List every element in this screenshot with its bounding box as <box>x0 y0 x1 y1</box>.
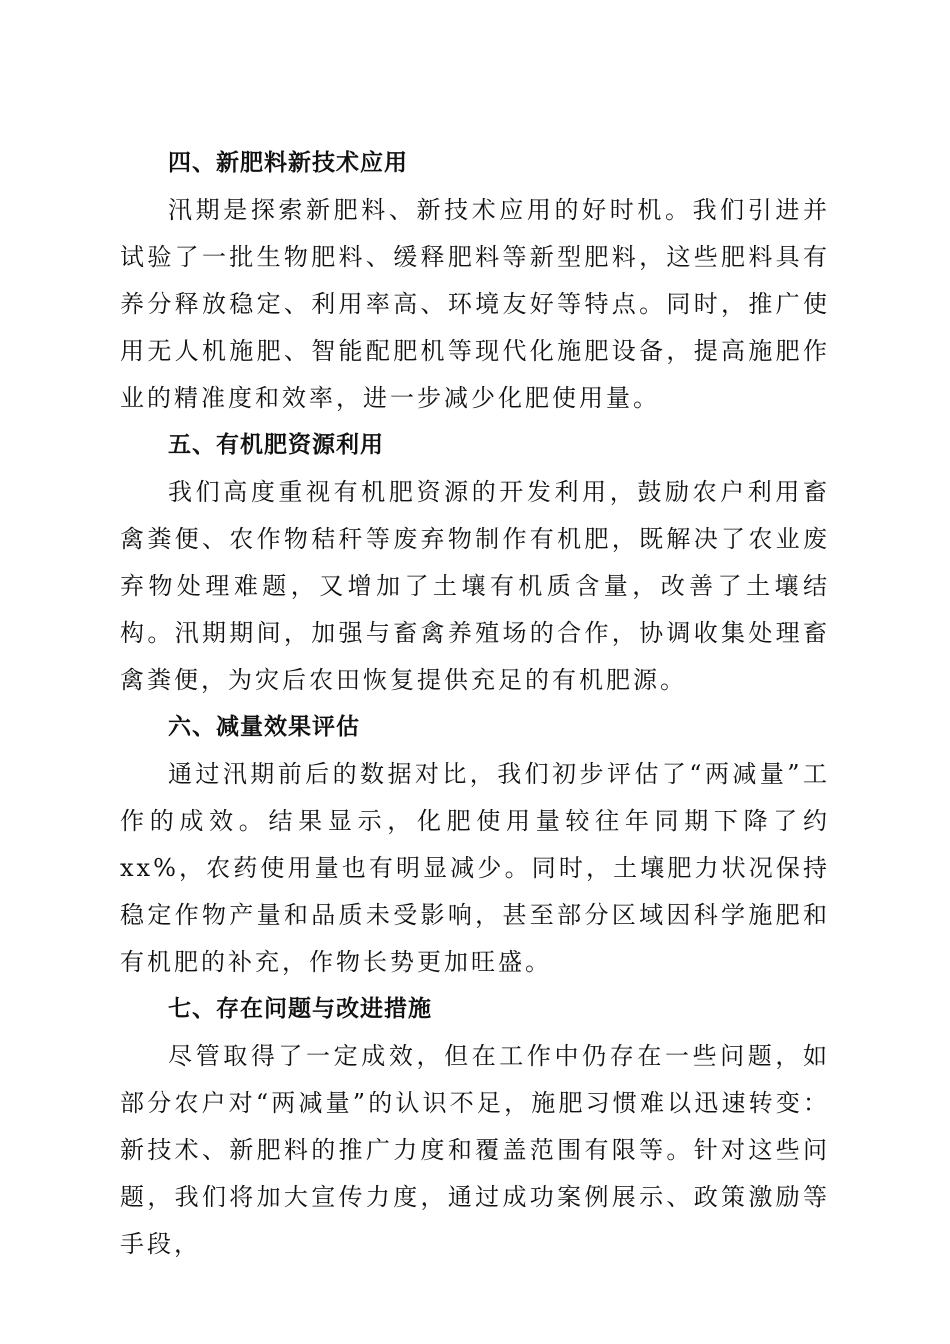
section-heading-6: 六、减量效果评估 <box>168 714 360 740</box>
section-heading-5: 五、有机肥资源利用 <box>168 432 384 458</box>
section-heading-4: 四、新肥料新技术应用 <box>168 150 408 176</box>
section-paragraph-7: 尽管取得了一定成效，但在工作中仍存在一些问题，如部分农户对“两减量”的认识不足，施肥习惯难以迅速转变：新技术、新肥料的推广力度和覆盖范围有限等。针对这些问题，我们将加大宣传力度，通过成功案例展示、政策激励等手段， <box>120 1042 830 1258</box>
section-paragraph-6: 通过汛期前后的数据对比，我们初步评估了“两减量”工作的成效。结果显示，化肥使用量较往年同期下降了约xx%，农药使用量也有明显减少。同时，土壤肥力状况保持稳定作物产量和品质未受影响，甚至部分区域因科学施肥和有机肥的补充，作物长势更加旺盛。 <box>120 760 830 976</box>
document-body <box>120 140 830 1268</box>
section-heading-7: 七、存在问题与改进措施 <box>168 996 432 1022</box>
section-paragraph-5: 我们高度重视有机肥资源的开发利用，鼓励农户利用畜禽粪便、农作物秸秆等废弃物制作有机肥，既解决了农业废弃物处理难题，又增加了土壤有机质含量，改善了土壤结构。汛期期间，加强与畜禽养殖场的合作，协调收集处理畜禽粪便，为灾后农田恢复提供充足的有机肥源。 <box>120 478 830 694</box>
section-paragraph-4: 汛期是探索新肥料、新技术应用的好时机。我们引进并试验了一批生物肥料、缓释肥料等新型肥料，这些肥料具有养分释放稳定、利用率高、环境友好等特点。同时，推广使用无人机施肥、智能配肥机等现代化施肥设备，提高施肥作业的精准度和效率，进一步减少化肥使用量。 <box>120 196 830 412</box>
